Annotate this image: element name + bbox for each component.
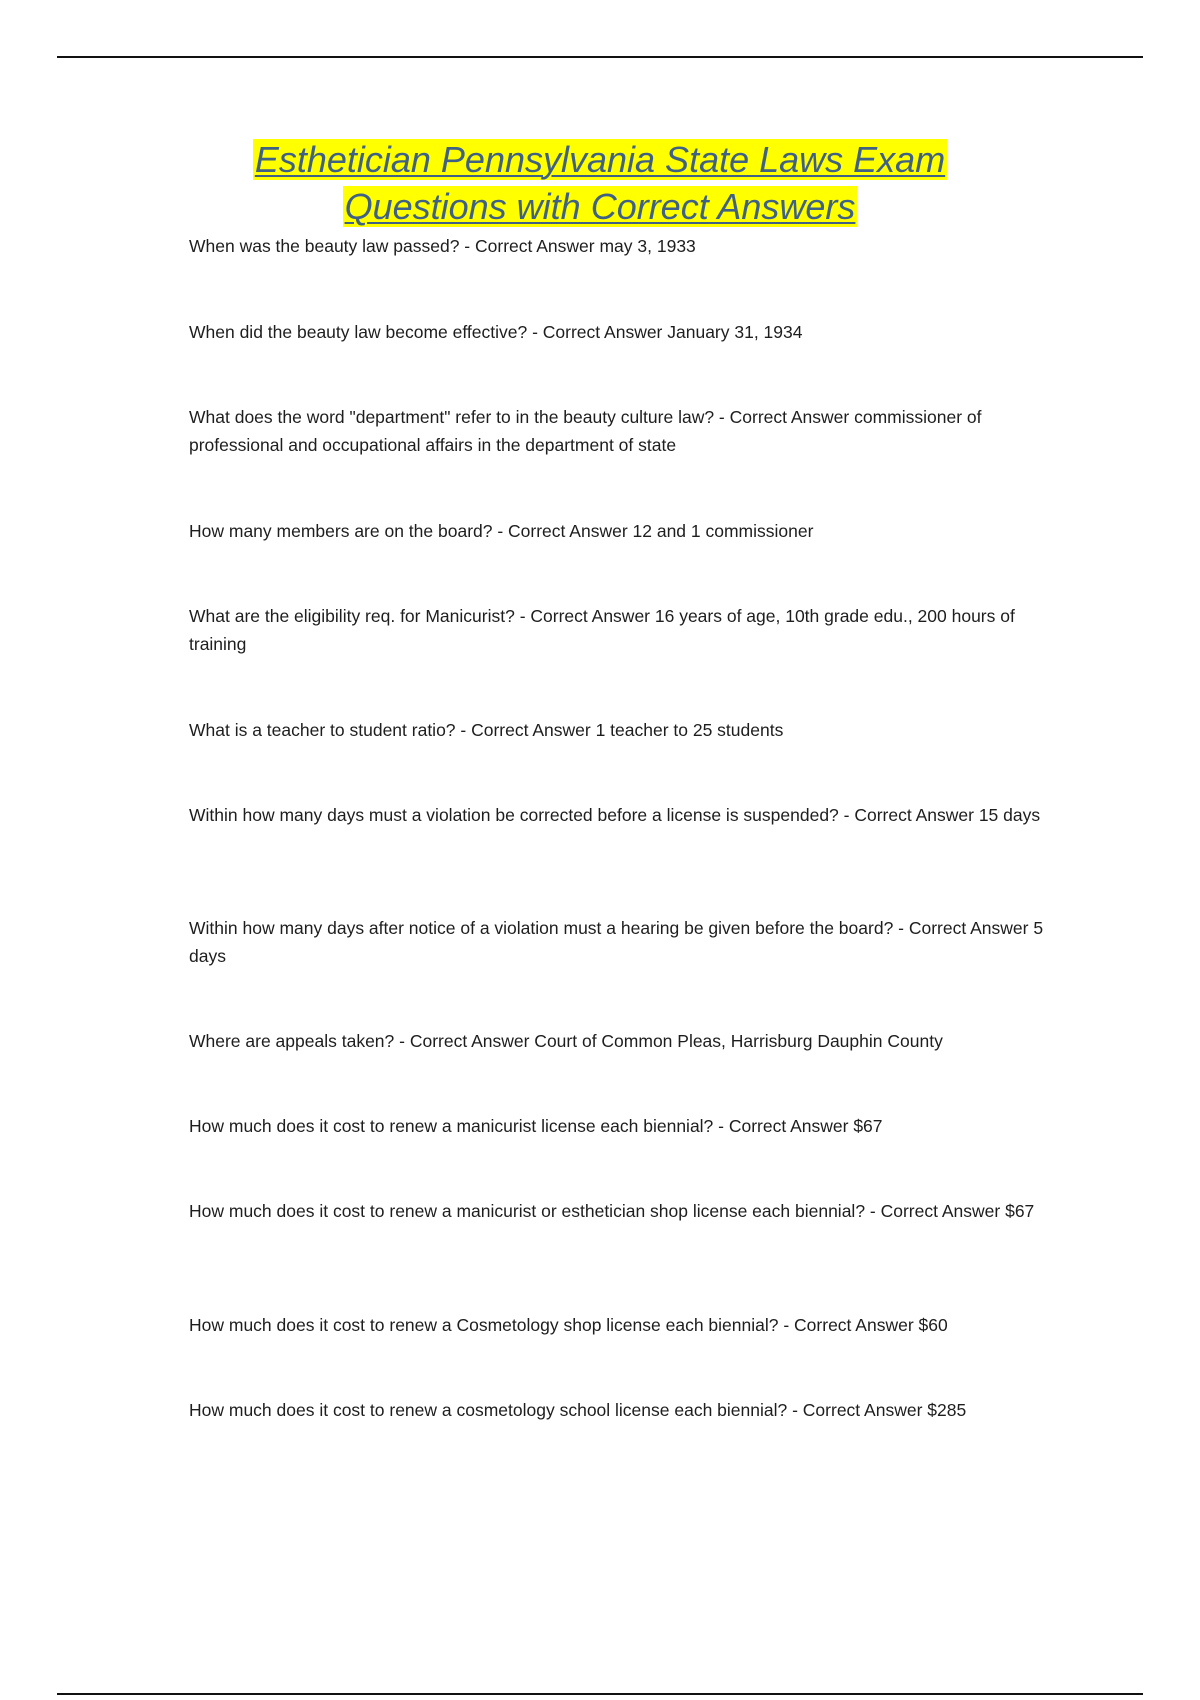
- qa-item: How much does it cost to renew a manicurist or esthetician shop license each biennial? - Correct Answer $67: [189, 1201, 1035, 1221]
- title-line-2: Questions with Correct Answers: [344, 186, 856, 227]
- qa-item: What are the eligibility req. for Manicurist? - Correct Answer 16 years of age, 10th grade edu., 200 hours of training: [189, 606, 1015, 654]
- qa-item: Within how many days after notice of a violation must a hearing be given before the board? - Correct Answer 5 days: [189, 918, 1044, 966]
- qa-item: How many members are on the board? - Correct Answer 12 and 1 commissioner: [189, 521, 814, 541]
- qa-item: How much does it cost to renew a Cosmetology shop license each biennial? - Correct Answer $60: [189, 1315, 948, 1335]
- qa-item: How much does it cost to renew a cosmetology school license each biennial? - Correct Answer $285: [189, 1400, 967, 1420]
- title-line-1: Esthetician Pennsylvania State Laws Exam: [254, 139, 946, 180]
- qa-item: What is a teacher to student ratio? - Correct Answer 1 teacher to 25 students: [189, 720, 784, 740]
- qa-item: When was the beauty law passed? - Correct Answer may 3, 1933: [189, 236, 696, 256]
- qa-item: Within how many days must a violation be corrected before a license is suspended? - Correct Answer 15 days: [189, 805, 1041, 825]
- qa-item: How much does it cost to renew a manicurist license each biennial? - Correct Answer $67: [189, 1116, 883, 1136]
- qa-item: What does the word "department" refer to in the beauty culture law? - Correct Answer commissioner of professional and occupational affairs in the department of state: [189, 407, 982, 455]
- qa-item: Where are appeals taken? - Correct Answer Court of Common Pleas, Harrisburg Dauphin County: [189, 1031, 943, 1051]
- bottom-rule: [57, 1693, 1143, 1695]
- qa-item: When did the beauty law become effective? - Correct Answer January 31, 1934: [189, 322, 803, 342]
